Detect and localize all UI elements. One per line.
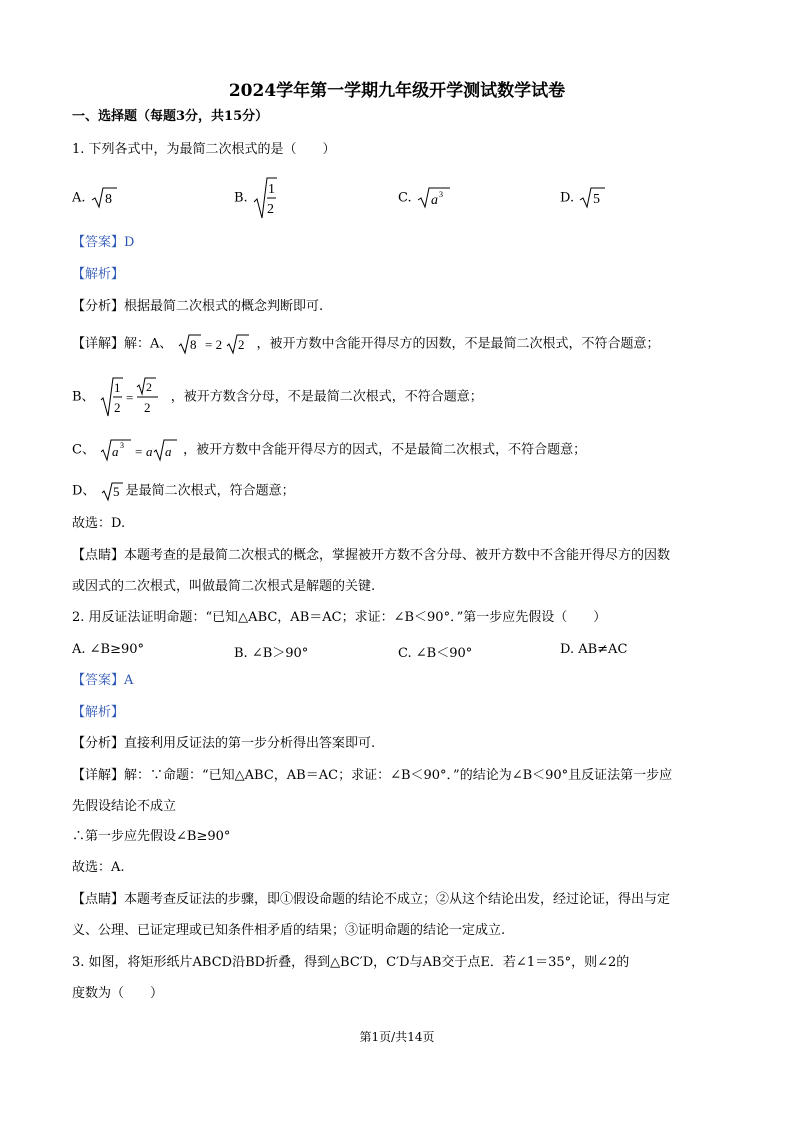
q2-fenxi-text: 直接利用反证法的第一步分析得出答案即可. (124, 736, 376, 751)
q1-detail-a (72, 333, 660, 355)
section-heading: 一、选择题（每题3分，共15分） (72, 109, 269, 124)
svg-text:1: 1 (113, 380, 121, 395)
q1-detail-c-prefix: C、 (72, 442, 95, 458)
q1-dianjing-tag: 【点睛】 (72, 548, 125, 563)
q1-detail-b-prefix: B、 (72, 389, 95, 405)
svg-text:= 2: = 2 (204, 337, 222, 352)
q1-fenxi-text: 根据最简二次根式的概念判断即可. (124, 299, 324, 314)
q1-detail-d-prefix: D、 (72, 483, 96, 499)
q2-xiangjie-tag: 【详解】 (72, 768, 125, 783)
q2-detail-line1 (72, 769, 672, 782)
svg-text:1: 1 (267, 182, 275, 197)
q1-detail-b (72, 376, 483, 418)
q1-detail-c-suffix: ，被开方数中含能开得尽方的因式，不是最简二次根式，不符合题意； (183, 442, 587, 458)
q2-detail-line3: ∴第一步应先假设∠B≥90° (72, 829, 231, 844)
q2-option-a[interactable]: A. ∠B≥90° (72, 642, 145, 657)
q1-dianjing-text1: 本题考查的是最简二次根式的概念，掌握被开方数不含分母、被开方数中不含能开得尽方的因数 (124, 548, 671, 563)
q2-option-d[interactable]: D. AB≠AC (560, 642, 628, 657)
svg-text:2: 2 (113, 400, 121, 415)
q1-detail-b-suffix: ，被开方数含分母，不是最简二次根式，不符合题意； (170, 389, 483, 405)
svg-text:2: 2 (145, 380, 152, 394)
svg-text:a: a (112, 444, 119, 459)
q1-detail-d (72, 481, 295, 501)
q1-detail-b-formula (99, 376, 171, 418)
q1-detail-d-formula (100, 481, 126, 501)
q2-dianjing-text1: 本题考查反证法的步骤，即①假设命题的结论不成立；②从这个结论出发，经过论证，得出与定 (124, 892, 671, 907)
q2-stem: 2. 用反证法证明命题：“已知△ABC，AB＝AC；求证：∠B＜90°．”第一步应先假设（ ） (72, 610, 607, 625)
q1-option-b[interactable] (234, 176, 278, 220)
q2-dianjing-line2: 义、公理、已证定理或已知条件相矛盾的结果；③证明命题的结论一定成立. (72, 923, 506, 938)
q2-option-b[interactable]: B. ∠B＞90° (234, 646, 309, 661)
q3-stem-line2: 度数为（ ） (72, 986, 164, 1001)
q1-option-a-label: A. (72, 190, 86, 206)
svg-text:a: a (430, 193, 438, 208)
q1-answer: 【答案】D (72, 235, 135, 250)
q2-option-c[interactable]: C. ∠B＜90° (398, 646, 473, 661)
q1-option-c-label: C. (398, 190, 412, 206)
svg-text:=: = (135, 444, 143, 459)
q1-dianjing-line1 (72, 549, 670, 562)
svg-text:2: 2 (266, 202, 274, 217)
q2-fenxi-tag: 【分析】 (72, 736, 125, 751)
q1-option-a-formula (90, 186, 118, 210)
q2-dianjing-tag: 【点睛】 (72, 892, 125, 907)
q1-option-b-label: B. (234, 190, 248, 206)
svg-text:2: 2 (143, 400, 151, 415)
q1-xiangjie-tag: 【详解】 (72, 336, 125, 352)
q3-stem-line1: 3. 如图，将矩形纸片ABCD沿BD折叠，得到△BC′D，C′D与AB交于点E．若∠1＝35°，则∠2的 (72, 955, 630, 970)
q2-dianjing-line1 (72, 893, 670, 906)
q1-choice: 故选：D. (72, 516, 126, 531)
svg-text:a: a (165, 444, 172, 459)
svg-text:3: 3 (438, 190, 443, 199)
page-title: 2024学年第一学期九年级开学测试数学试卷 (228, 81, 566, 101)
svg-text:a: a (146, 444, 153, 459)
svg-text:8: 8 (104, 192, 112, 207)
q1-option-d[interactable] (560, 186, 606, 210)
q2-analysis-heading: 【解析】 (72, 705, 125, 720)
svg-text:5: 5 (112, 484, 120, 499)
q1-fenxi (72, 300, 323, 313)
q2-choice: 故选：A. (72, 860, 125, 875)
q1-analysis-heading: 【解析】 (72, 267, 125, 282)
q1-detail-a-prefix: 解：A、 (124, 336, 173, 352)
q1-option-d-formula (578, 186, 606, 210)
svg-text:8: 8 (189, 337, 197, 352)
svg-text:3: 3 (120, 441, 125, 450)
q1-option-a[interactable] (72, 186, 118, 210)
q1-stem: 1. 下列各式中，为最简二次根式的是（ ） (72, 142, 336, 157)
q1-option-c[interactable] (398, 186, 452, 210)
q1-option-c-formula (416, 186, 452, 210)
q2-detail-line2: 先假设结论不成立 (72, 799, 177, 814)
svg-text:5: 5 (593, 192, 601, 207)
q1-fenxi-tag: 【分析】 (72, 299, 125, 314)
q1-dianjing-line2: 或因式的二次根式，叫做最简二次根式是解题的关键. (72, 579, 376, 594)
q2-fenxi (72, 737, 375, 750)
q1-option-b-formula (252, 176, 278, 220)
q1-detail-d-suffix: 是最简二次根式，符合题意； (125, 483, 295, 499)
q2-detail-text1: 解：∵命题：“已知△ABC，AB＝AC；求证：∠B＜90°．”的结论为∠B＜90°且反证法第一步应 (124, 768, 673, 783)
q1-option-d-label: D. (560, 190, 575, 206)
q2-answer: 【答案】A (72, 673, 134, 688)
page-footer: 第1页/共14页 (359, 1030, 435, 1044)
q1-detail-a-formula (177, 333, 257, 355)
q1-detail-c-formula (99, 438, 183, 462)
q1-detail-a-suffix: ，被开方数中含能开得尽方的因数，不是最简二次根式，不符合题意； (256, 336, 660, 352)
svg-text:2: 2 (237, 337, 245, 352)
q1-detail-c (72, 438, 586, 462)
svg-text:=: = (125, 390, 134, 405)
